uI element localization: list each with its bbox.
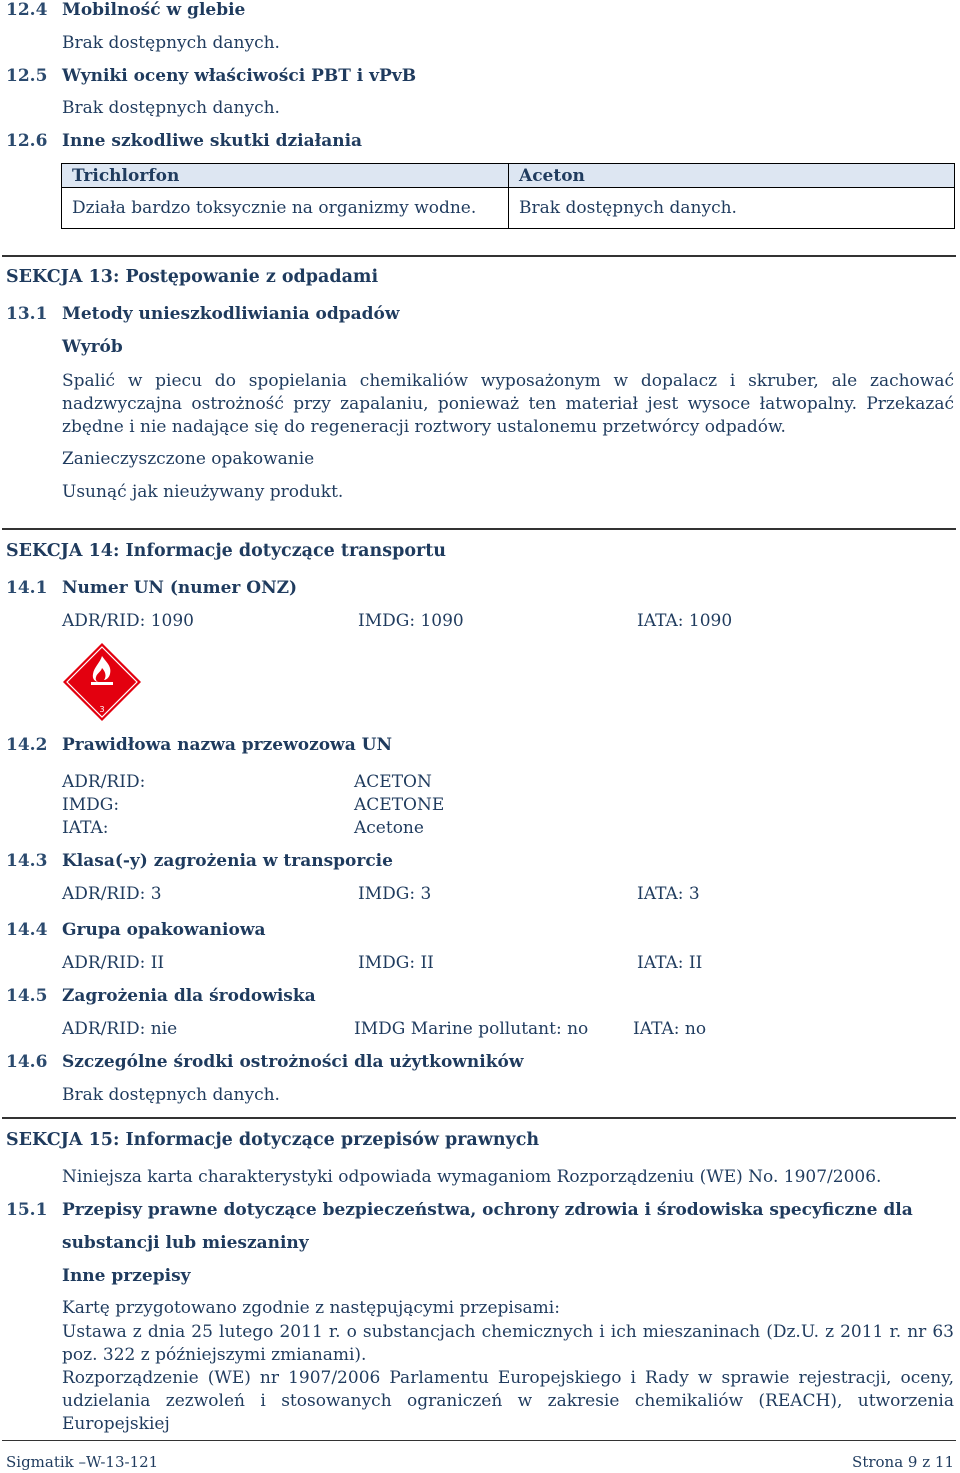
name-adr-value: ACETON: [354, 772, 432, 792]
class-adr: ADR/RID: 3: [62, 884, 162, 904]
subsection-title: Wyniki oceny właściwości PBT i vPvB: [62, 66, 417, 86]
table-header-trichlorfon: Trichlorfon: [62, 164, 509, 188]
section-number: 12.4: [6, 0, 48, 20]
name-imdg-label: IMDG:: [62, 795, 120, 815]
section-divider: [2, 528, 956, 530]
section-divider: [2, 1117, 956, 1119]
section-title: SEKCJA 14: Informacje dotyczące transportu: [6, 541, 447, 561]
flammable-pictogram-icon: [62, 642, 142, 722]
class-iata: IATA: 3: [637, 884, 700, 904]
subsection-title: Zagrożenia dla środowiska: [62, 986, 316, 1006]
subsection-value: Brak dostępnych danych.: [62, 33, 280, 53]
packaging-text: Usunąć jak nieużywany produkt.: [62, 482, 344, 502]
section-number: 12.6: [6, 131, 48, 151]
env-imdg: IMDG Marine pollutant: no: [354, 1019, 589, 1039]
subsection-title: Szczególne środki ostrożności dla użytkowników: [62, 1052, 524, 1072]
regulation-item: Rozporządzenie (WE) nr 1907/2006 Parlamentu Europejskiego i Rady w sprawie rejestracji, oceny, udzielania zezwoleń i stosowanych ograniczeń w zakresie chemikaliów (REACH), utworzenia Europejskiej: [62, 1368, 954, 1434]
table-cell: Działa bardzo toksycznie na organizmy wodne.: [62, 188, 509, 229]
packaging-heading: Zanieczyszczone opakowanie: [62, 449, 315, 469]
product-heading: Wyrób: [62, 337, 123, 357]
subsection-title: Inne szkodliwe skutki działania: [62, 131, 363, 151]
section-number: 14.6: [6, 1052, 48, 1072]
subsection-title: Mobilność w glebie: [62, 0, 246, 20]
section-number: 14.3: [6, 851, 48, 871]
table-cell: Brak dostępnych danych.: [509, 188, 955, 229]
pictogram-class-number: 3: [99, 705, 105, 714]
subsection-title-line1: Przepisy prawne dotyczące bezpieczeństwa, ochrony zdrowia i środowiska specyficzne dla: [62, 1200, 913, 1220]
product-disposal-text: Spalić w piecu do spopielania chemikaliów wyposażonym w dopalacz i skruber, ale zachować nadzwyczajna ostrożność przy zapalaniu, ponieważ ten materiał jest wysoce łatwopalny. Przekazać zbędne i nie nadające się do regeneracji roztwory ustalonemu przetwórcy odpadów.: [62, 371, 954, 437]
other-regulations-intro: Kartę przygotowano zgodnie z następującymi przepisami:: [62, 1298, 560, 1318]
section-number: 14.4: [6, 920, 48, 940]
class-imdg: IMDG: 3: [358, 884, 432, 904]
group-imdg: IMDG: II: [358, 953, 434, 973]
subsection-title: Metody unieszkodliwiania odpadów: [62, 304, 400, 324]
subsection-title: Prawidłowa nazwa przewozowa UN: [62, 735, 392, 755]
subsection-value: Brak dostępnych danych.: [62, 98, 280, 118]
table-header-aceton: Aceton: [509, 164, 955, 188]
footer-document-id: Sigmatik –W-13-121: [6, 1453, 159, 1471]
section-divider: [2, 255, 956, 257]
other-regulations-heading: Inne przepisy: [62, 1266, 191, 1286]
name-iata-label: IATA:: [62, 818, 109, 838]
name-iata-value: Acetone: [354, 818, 424, 838]
env-adr: ADR/RID: nie: [62, 1019, 178, 1039]
section-number: 14.1: [6, 578, 48, 598]
un-iata: IATA: 1090: [637, 611, 733, 631]
section-number: 14.5: [6, 986, 48, 1006]
name-imdg-value: ACETONE: [354, 795, 445, 815]
section-title: SEKCJA 13: Postępowanie z odpadami: [6, 267, 379, 287]
subsection-title-line2: substancji lub mieszaniny: [62, 1233, 309, 1253]
env-iata: IATA: no: [633, 1019, 707, 1039]
group-adr: ADR/RID: II: [62, 953, 165, 973]
section-number: 15.1: [6, 1200, 48, 1220]
subsection-title: Numer UN (numer ONZ): [62, 578, 298, 598]
group-iata: IATA: II: [637, 953, 703, 973]
un-imdg: IMDG: 1090: [358, 611, 464, 631]
regulation-item: Ustawa z dnia 25 lutego 2011 r. o substancjach chemicznych i ich mieszaninach (Dz.U. z 2011 r. nr 63 poz. 322 z późniejszymi zmianami).: [62, 1322, 954, 1365]
ecotox-table: [61, 163, 955, 229]
section-title: SEKCJA 15: Informacje dotyczące przepisów prawnych: [6, 1130, 540, 1150]
section-number: 14.2: [6, 735, 48, 755]
subsection-title: Klasa(-y) zagrożenia w transporcie: [62, 851, 393, 871]
footer-divider: [2, 1440, 956, 1441]
subsection-value: Brak dostępnych danych.: [62, 1085, 280, 1105]
un-adr: ADR/RID: 1090: [62, 611, 194, 631]
section-number: 12.5: [6, 66, 48, 86]
subsection-title: Grupa opakowaniowa: [62, 920, 266, 940]
section-number: 13.1: [6, 304, 48, 324]
name-adr-label: ADR/RID:: [62, 772, 146, 792]
regulation-intro: Niniejsza karta charakterystyki odpowiada wymaganiom Rozporządzeniu (WE) No. 1907/2006.: [62, 1167, 882, 1187]
footer-page-number: Strona 9 z 11: [852, 1453, 954, 1471]
